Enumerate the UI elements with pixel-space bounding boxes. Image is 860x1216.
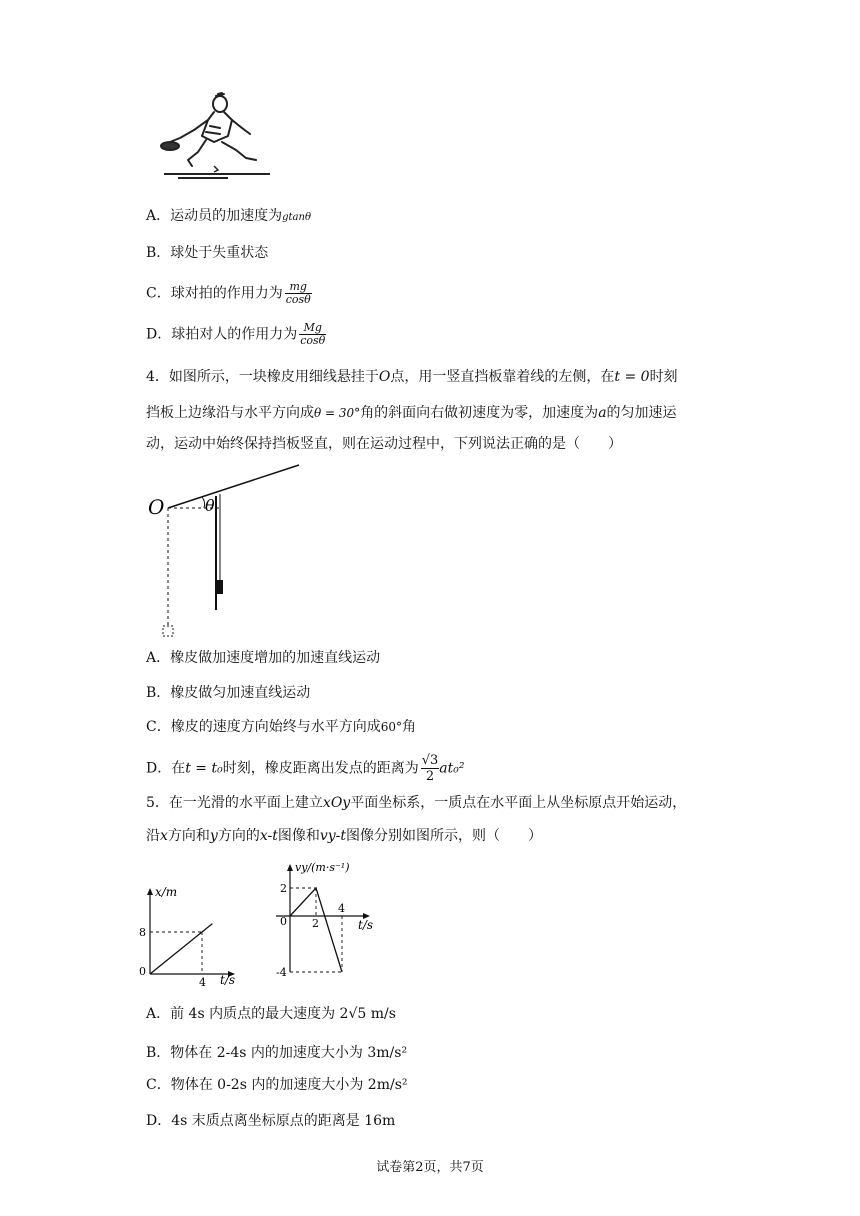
- q4-option-d-fraction: [421, 753, 440, 784]
- athlete-illustration: [158, 90, 276, 186]
- q4-option-b[interactable]: [146, 683, 310, 703]
- q4-stem-line3: 动，运动中始终保持挡板竖直，则在运动过程中，下列说法正确的是（ ）: [146, 436, 622, 452]
- q3-option-c-fraction: [285, 281, 312, 306]
- q4-option-d-time: t = t₀: [185, 760, 223, 777]
- q5-stem-line2: 沿x方向和y方向的x-t图像和vy-t图像分别如图所示，则（ ）: [146, 828, 543, 844]
- q3-option-c-numerator: mg: [285, 281, 312, 294]
- q3-option-a-expr: gtanθ: [282, 212, 311, 223]
- xt-tick-y-8: 8: [139, 926, 146, 939]
- q5-stem-line1: 5．在一光滑的水平面上建立xOy平面坐标系，一质点在水平面上从坐标原点开始运动，: [146, 795, 687, 811]
- xt-x-axis-label: t/s: [220, 973, 236, 987]
- q3-option-d-fraction: [299, 322, 326, 347]
- eraser: [217, 580, 223, 594]
- q3-option-c[interactable]: [146, 281, 312, 306]
- q5-option-b-text: B．物体在 2-4s 内的加速度大小为 3m/s²: [146, 1045, 408, 1061]
- q4-option-a-text: A．橡皮做加速度增加的加速直线运动: [146, 650, 381, 666]
- incline-line: [168, 465, 299, 508]
- q4-option-d-expr: at₀²: [439, 760, 465, 777]
- q4-option-a[interactable]: [146, 648, 380, 668]
- page-footer: 试卷第2页，共7页: [376, 1160, 484, 1175]
- q5-option-d-text: D．4s 末质点离坐标原点的距离是 16m: [146, 1113, 396, 1129]
- xt-tick-origin: 0: [139, 965, 146, 978]
- vt-x-axis-label: t/s: [358, 918, 374, 932]
- q4-option-d-mid: 时刻，橡皮距离出发点的距离为: [222, 760, 419, 777]
- q4-option-b-text: B．橡皮做匀加速直线运动: [146, 685, 311, 701]
- q3-option-c-denominator: cosθ: [285, 293, 311, 306]
- vt-tick-origin: 0: [280, 915, 287, 928]
- q4-stem-line2: 挡板上边缘沿与水平方向成θ = 30°角的斜面向右做初速度为零，加速度为a的匀加速运: [146, 405, 677, 421]
- q3-option-d-numerator: Mg: [299, 322, 326, 335]
- vyt-graph: [270, 856, 382, 978]
- vt-tick-x-4: 4: [338, 902, 345, 915]
- q3-option-d-text: D．球拍对人的作用力为: [146, 326, 298, 343]
- q5-option-b[interactable]: [146, 1043, 407, 1063]
- q4-option-c-text: C．橡皮的速度方向始终与水平方向成: [146, 719, 381, 735]
- xt-tick-x-4: 4: [199, 976, 206, 988]
- vt-tick-y-2: 2: [280, 882, 287, 895]
- vt-tick-y-minus4: -4: [276, 966, 287, 978]
- q5-option-a-unit: m/s: [366, 1006, 396, 1022]
- eraser-start-dashed: [163, 626, 173, 636]
- q3-option-d[interactable]: [146, 322, 326, 347]
- q3-option-b[interactable]: [146, 243, 268, 263]
- q4-option-c-angle: 60°: [380, 720, 402, 734]
- q5-option-a-text: A．前 4s 内质点的最大速度为 2: [146, 1006, 349, 1022]
- vt-y-axis-label: vy/(m·s⁻¹): [295, 861, 350, 874]
- q4-stem-line1: 4．如图所示，一块橡皮用细线悬挂于O点，用一竖直挡板靠着线的左侧，在t = 0时刻: [146, 369, 678, 385]
- q4-option-d[interactable]: [146, 753, 465, 784]
- q5-option-c-text: C．物体在 0-2s 内的加速度大小为 2m/s²: [146, 1077, 408, 1093]
- vt-tick-x-2: 2: [312, 917, 319, 930]
- q3-option-b-text: B．球处于失重状态: [146, 245, 269, 261]
- angle-theta-label: θ: [205, 496, 215, 515]
- q3-option-a[interactable]: [146, 206, 311, 228]
- q4-option-d-numerator: √3: [421, 753, 439, 768]
- xt-graph: [138, 880, 243, 988]
- q4-option-c-suffix: 角: [402, 719, 416, 735]
- q5-option-a-root: √5: [348, 1006, 367, 1022]
- q4-option-c[interactable]: [146, 717, 416, 737]
- q4-option-d-denominator: 2: [425, 769, 435, 784]
- q5-option-d[interactable]: [146, 1111, 395, 1131]
- q3-option-d-denominator: cosθ: [300, 334, 326, 347]
- xt-y-axis-arrow: [147, 888, 153, 895]
- point-o-label: O: [148, 495, 165, 519]
- q5-option-a[interactable]: [146, 1004, 396, 1024]
- q5-option-c[interactable]: [146, 1075, 408, 1095]
- q3-option-a-text: A．运动员的加速度为: [146, 208, 283, 224]
- xt-series-line: [150, 924, 212, 974]
- q4-option-d-text: D．在: [146, 760, 186, 777]
- vt-y-axis-arrow: [287, 864, 293, 871]
- xt-y-axis-label: x/m: [155, 885, 178, 899]
- q3-option-c-text: C．球对拍的作用力为: [146, 285, 283, 302]
- q4-figure: [142, 460, 312, 642]
